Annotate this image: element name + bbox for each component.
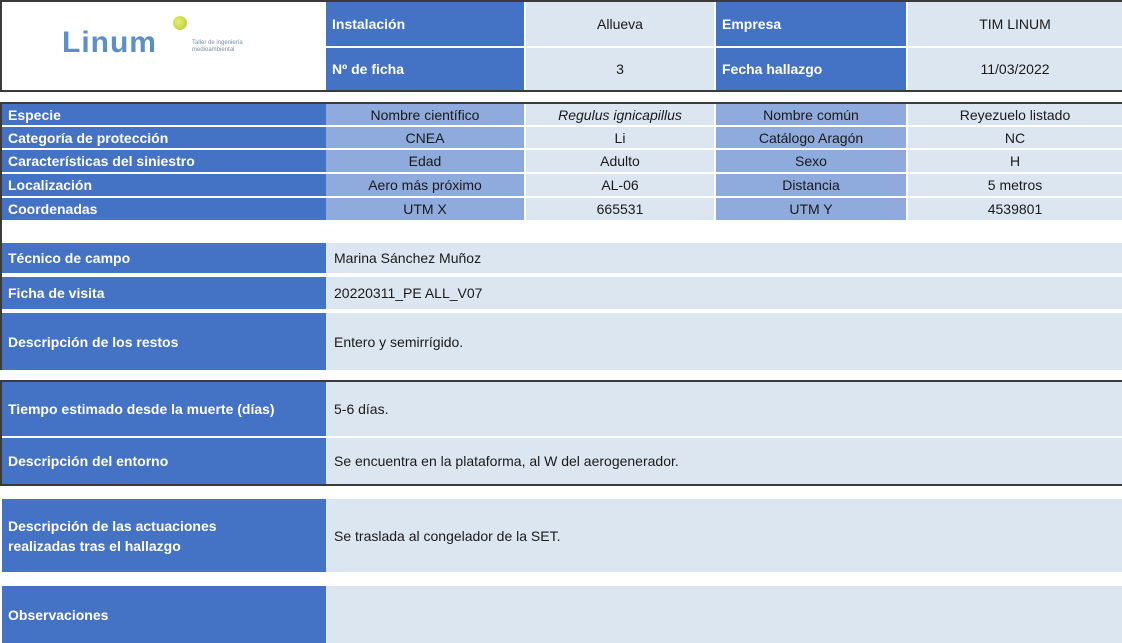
logo-wordmark: Linum <box>62 26 157 59</box>
row-coordenadas-c4: 4539801 <box>908 198 1122 220</box>
header-block <box>0 0 1122 92</box>
row-siniestro-c1: Edad <box>326 150 524 172</box>
tiempo-label: Tiempo estimado desde la muerte (días) <box>2 382 326 436</box>
actuaciones-value: Se traslada al congelador de la SET. <box>326 499 1122 572</box>
row-siniestro-c2: Adulto <box>526 150 714 172</box>
row-proteccion-label: Categoría de protección <box>2 127 326 148</box>
empresa-value: TIM LINUM <box>908 2 1122 46</box>
row-siniestro-c4: H <box>908 150 1122 172</box>
restos-value: Entero y semirrígido. <box>326 313 1122 370</box>
row-proteccion-c2: Li <box>526 127 714 148</box>
ficha-label: Nº de ficha <box>326 48 524 90</box>
logo <box>2 2 326 90</box>
entorno-label: Descripción del entorno <box>2 438 326 484</box>
observaciones-value <box>326 586 1122 643</box>
restos-label: Descripción de los restos <box>2 313 326 370</box>
row-coordenadas-c2: 665531 <box>526 198 714 220</box>
row-especie-c3: Nombre común <box>716 104 906 125</box>
ficha-value: 3 <box>526 48 714 90</box>
row-siniestro-c3: Sexo <box>716 150 906 172</box>
empresa-label: Empresa <box>716 2 906 46</box>
actuaciones-label: Descripción de las actuaciones realizadas tras el hallazgo <box>2 499 326 572</box>
row-siniestro-label: Características del siniestro <box>2 150 326 172</box>
instalacion-value: Allueva <box>526 2 714 46</box>
fecha-value: 11/03/2022 <box>908 48 1122 90</box>
row-coordenadas-c1: UTM X <box>326 198 524 220</box>
species-scientific-name: Regulus ignicapillus <box>558 106 682 123</box>
row-localizacion-c2: AL-06 <box>526 174 714 196</box>
instalacion-label: Instalación <box>326 2 524 46</box>
row-localizacion-c3: Distancia <box>716 174 906 196</box>
row-proteccion-c4: NC <box>908 127 1122 148</box>
row-localizacion-label: Localización <box>2 174 326 196</box>
row-coordenadas-c3: UTM Y <box>716 198 906 220</box>
row-proteccion-c3: Catálogo Aragón <box>716 127 906 148</box>
observaciones-label: Observaciones <box>2 586 326 643</box>
tecnico-value: Marina Sánchez Muñoz <box>326 243 1122 273</box>
row-especie-c4: Reyezuelo listado <box>908 104 1122 125</box>
visita-label: Ficha de visita <box>2 277 326 309</box>
row-localizacion-c1: Aero más próximo <box>326 174 524 196</box>
row-coordenadas-label: Coordenadas <box>2 198 326 220</box>
logo-ball-icon <box>173 16 187 30</box>
row-especie-label: Especie <box>2 104 326 125</box>
logo-tagline-1: Taller de ingeniería <box>192 40 243 46</box>
tiempo-value: 5-6 días. <box>326 382 1122 436</box>
row-localizacion-c4: 5 metros <box>908 174 1122 196</box>
row-especie-c2 <box>526 104 714 125</box>
visita-value: 20220311_PE ALL_V07 <box>326 277 1122 309</box>
logo-tagline-2: medioambiental <box>192 47 235 53</box>
tecnico-label: Técnico de campo <box>2 243 326 273</box>
row-proteccion-c1: CNEA <box>326 127 524 148</box>
fecha-label: Fecha hallazgo <box>716 48 906 90</box>
entorno-value: Se encuentra en la plataforma, al W del aerogenerador. <box>326 438 1122 484</box>
row-especie-c1: Nombre científico <box>326 104 524 125</box>
